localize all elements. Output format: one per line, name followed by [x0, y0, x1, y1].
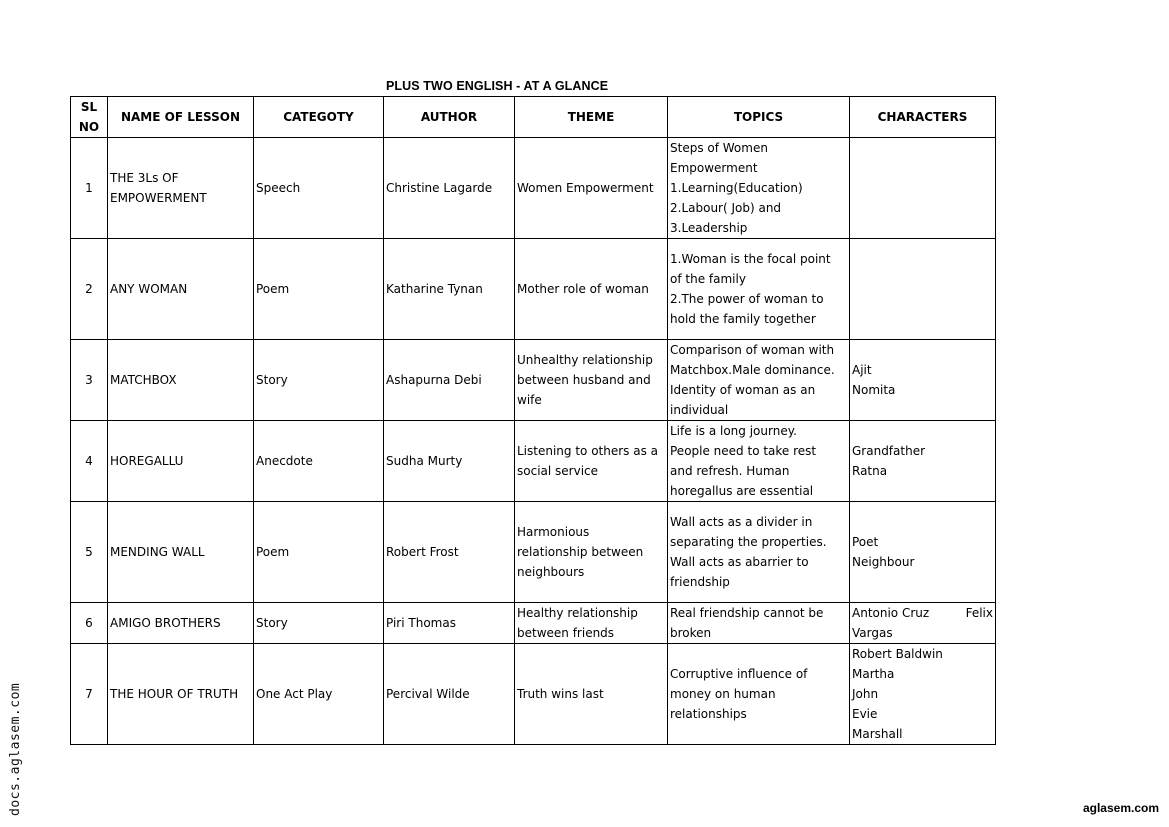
character-name: Ratna — [852, 464, 888, 478]
topics-cell-line: 3.Leadership — [670, 221, 748, 235]
topics-cell — [668, 603, 850, 644]
header-sl-line1: SL — [80, 100, 98, 114]
category-cell: Speech — [254, 138, 384, 239]
lesson-cell-line: THE HOUR OF TRUTH — [110, 687, 239, 701]
theme-cell — [515, 644, 668, 745]
header-category: CATEGOTY — [254, 97, 384, 138]
topics-cell-line: Steps of Women — [670, 141, 768, 155]
sl-no-cell: 1 — [71, 138, 108, 239]
theme-cell-line: between friends — [517, 626, 615, 640]
table-row — [71, 138, 996, 239]
lesson-cell-line: MATCHBOX — [110, 373, 177, 387]
sl-no-cell: 5 — [71, 502, 108, 603]
characters-first-line — [852, 603, 993, 623]
author-cell: Percival Wilde — [384, 644, 515, 745]
author-cell: Piri Thomas — [384, 603, 515, 644]
header-lesson: NAME OF LESSON — [108, 97, 254, 138]
character-name: Neighbour — [852, 555, 915, 569]
characters-cell — [850, 603, 996, 644]
topics-cell-line: Real friendship cannot be — [670, 606, 824, 620]
topics-cell — [668, 340, 850, 421]
author-cell: Sudha Murty — [384, 421, 515, 502]
table-body — [71, 138, 996, 745]
header-sl-line2: NO — [78, 120, 100, 134]
theme-cell — [515, 239, 668, 340]
topics-cell — [668, 644, 850, 745]
table-row — [71, 644, 996, 745]
sl-no-cell: 7 — [71, 644, 108, 745]
topics-cell-line: People need to take rest — [670, 444, 817, 458]
topics-cell — [668, 421, 850, 502]
theme-cell — [515, 138, 668, 239]
character-name: Grandfather — [852, 444, 926, 458]
topics-cell-line: of the family — [670, 272, 746, 286]
theme-cell-line: wife — [517, 393, 542, 407]
topics-cell-line: separating the properties. — [670, 535, 827, 549]
character-name: Evie — [852, 707, 878, 721]
lesson-cell-line: MENDING WALL — [110, 545, 205, 559]
table-row — [71, 603, 996, 644]
category-cell: Story — [254, 340, 384, 421]
characters-cell — [850, 340, 996, 421]
topics-cell-line: 2.Labour( Job) and — [670, 201, 782, 215]
theme-cell-line: Listening to others as a — [517, 444, 659, 458]
header-author: AUTHOR — [384, 97, 515, 138]
lesson-cell — [108, 644, 254, 745]
topics-cell-line: broken — [670, 626, 712, 640]
theme-cell-line: Harmonious — [517, 525, 590, 539]
header-theme: THEME — [515, 97, 668, 138]
character-name: Nomita — [852, 383, 896, 397]
theme-cell — [515, 603, 668, 644]
lesson-cell-line: AMIGO BROTHERS — [110, 616, 221, 630]
lesson-cell-line: EMPOWERMENT — [110, 191, 207, 205]
header-sl-no — [71, 97, 108, 138]
header-row — [71, 97, 996, 138]
character-name: John — [852, 687, 879, 701]
header-topics: TOPICS — [668, 97, 850, 138]
lesson-cell-line: ANY WOMAN — [110, 282, 188, 296]
topics-cell-line: Empowerment — [670, 161, 758, 175]
table-row — [71, 502, 996, 603]
lesson-cell — [108, 421, 254, 502]
characters-cell — [850, 644, 996, 745]
topics-cell — [668, 239, 850, 340]
lesson-cell-line: HOREGALLU — [110, 454, 184, 468]
category-cell: Poem — [254, 502, 384, 603]
theme-cell — [515, 340, 668, 421]
author-cell: Ashapurna Debi — [384, 340, 515, 421]
table-row — [71, 421, 996, 502]
topics-cell — [668, 502, 850, 603]
lesson-cell — [108, 603, 254, 644]
author-cell: Christine Lagarde — [384, 138, 515, 239]
theme-cell-line: Truth wins last — [517, 687, 604, 701]
character-name: Vargas — [852, 626, 893, 640]
author-cell: Katharine Tynan — [384, 239, 515, 340]
topics-cell-line: 1.Learning(Education) — [670, 181, 803, 195]
corner-watermark: aglasem.com — [1082, 801, 1159, 815]
lesson-cell — [108, 502, 254, 603]
character-name: Antonio Cruz — [852, 606, 930, 620]
topics-cell-line: hold the family together — [670, 312, 816, 326]
character-name: Martha — [852, 667, 895, 681]
category-cell: Anecdote — [254, 421, 384, 502]
character-name: Marshall — [852, 727, 903, 741]
theme-cell-line: neighbours — [517, 565, 585, 579]
theme-cell-line: Healthy relationship — [517, 606, 638, 620]
theme-cell-line: between husband and — [517, 373, 651, 387]
characters-cell — [850, 421, 996, 502]
topics-cell-line: and refresh. Human — [670, 464, 790, 478]
topics-cell-line: Wall acts as abarrier to — [670, 555, 809, 569]
lesson-cell — [108, 340, 254, 421]
author-cell: Robert Frost — [384, 502, 515, 603]
sl-no-cell: 3 — [71, 340, 108, 421]
topics-cell-line: Identity of woman as an — [670, 383, 816, 397]
topics-cell-line: Comparison of woman with — [670, 343, 835, 357]
sl-no-cell: 6 — [71, 603, 108, 644]
lesson-cell-line: THE 3Ls OF — [110, 171, 179, 185]
character-name: Robert Baldwin — [852, 647, 943, 661]
topics-cell-line: horegallus are essential — [670, 484, 814, 498]
theme-cell-line: Women Empowerment — [517, 181, 654, 195]
lessons-table — [70, 96, 996, 745]
lesson-cell — [108, 138, 254, 239]
topics-cell-line: 1.Woman is the focal point — [670, 252, 831, 266]
theme-cell-line: Mother role of woman — [517, 282, 649, 296]
category-cell: Story — [254, 603, 384, 644]
table-row — [71, 239, 996, 340]
sl-no-cell: 4 — [71, 421, 108, 502]
character-name: Felix — [965, 606, 993, 620]
theme-cell — [515, 421, 668, 502]
page-title: PLUS TWO ENGLISH - AT A GLANCE — [386, 79, 609, 93]
theme-cell-line: social service — [517, 464, 599, 478]
lesson-cell — [108, 239, 254, 340]
characters-cell — [850, 138, 996, 239]
topics-cell-line: Matchbox.Male dominance. — [670, 363, 835, 377]
theme-cell — [515, 502, 668, 603]
character-name: Poet — [852, 535, 879, 549]
table-row — [71, 340, 996, 421]
topics-cell-line: Wall acts as a divider in — [670, 515, 813, 529]
topics-cell-line: relationships — [670, 707, 747, 721]
category-cell: One Act Play — [254, 644, 384, 745]
theme-cell-line: relationship between — [517, 545, 644, 559]
theme-cell-line: Unhealthy relationship — [517, 353, 653, 367]
topics-cell — [668, 138, 850, 239]
header-characters: CHARACTERS — [850, 97, 996, 138]
topics-cell-line: friendship — [670, 575, 730, 589]
topics-cell-line: money on human — [670, 687, 776, 701]
category-cell: Poem — [254, 239, 384, 340]
side-watermark: docs.aglasem.com — [8, 682, 23, 816]
topics-cell-line: individual — [670, 403, 729, 417]
topics-cell-line: Life is a long journey. — [670, 424, 797, 438]
topics-cell-line: Corruptive influence of — [670, 667, 808, 681]
character-name: Ajit — [852, 363, 872, 377]
characters-cell — [850, 239, 996, 340]
sl-no-cell: 2 — [71, 239, 108, 340]
topics-cell-line: 2.The power of woman to — [670, 292, 824, 306]
characters-cell — [850, 502, 996, 603]
